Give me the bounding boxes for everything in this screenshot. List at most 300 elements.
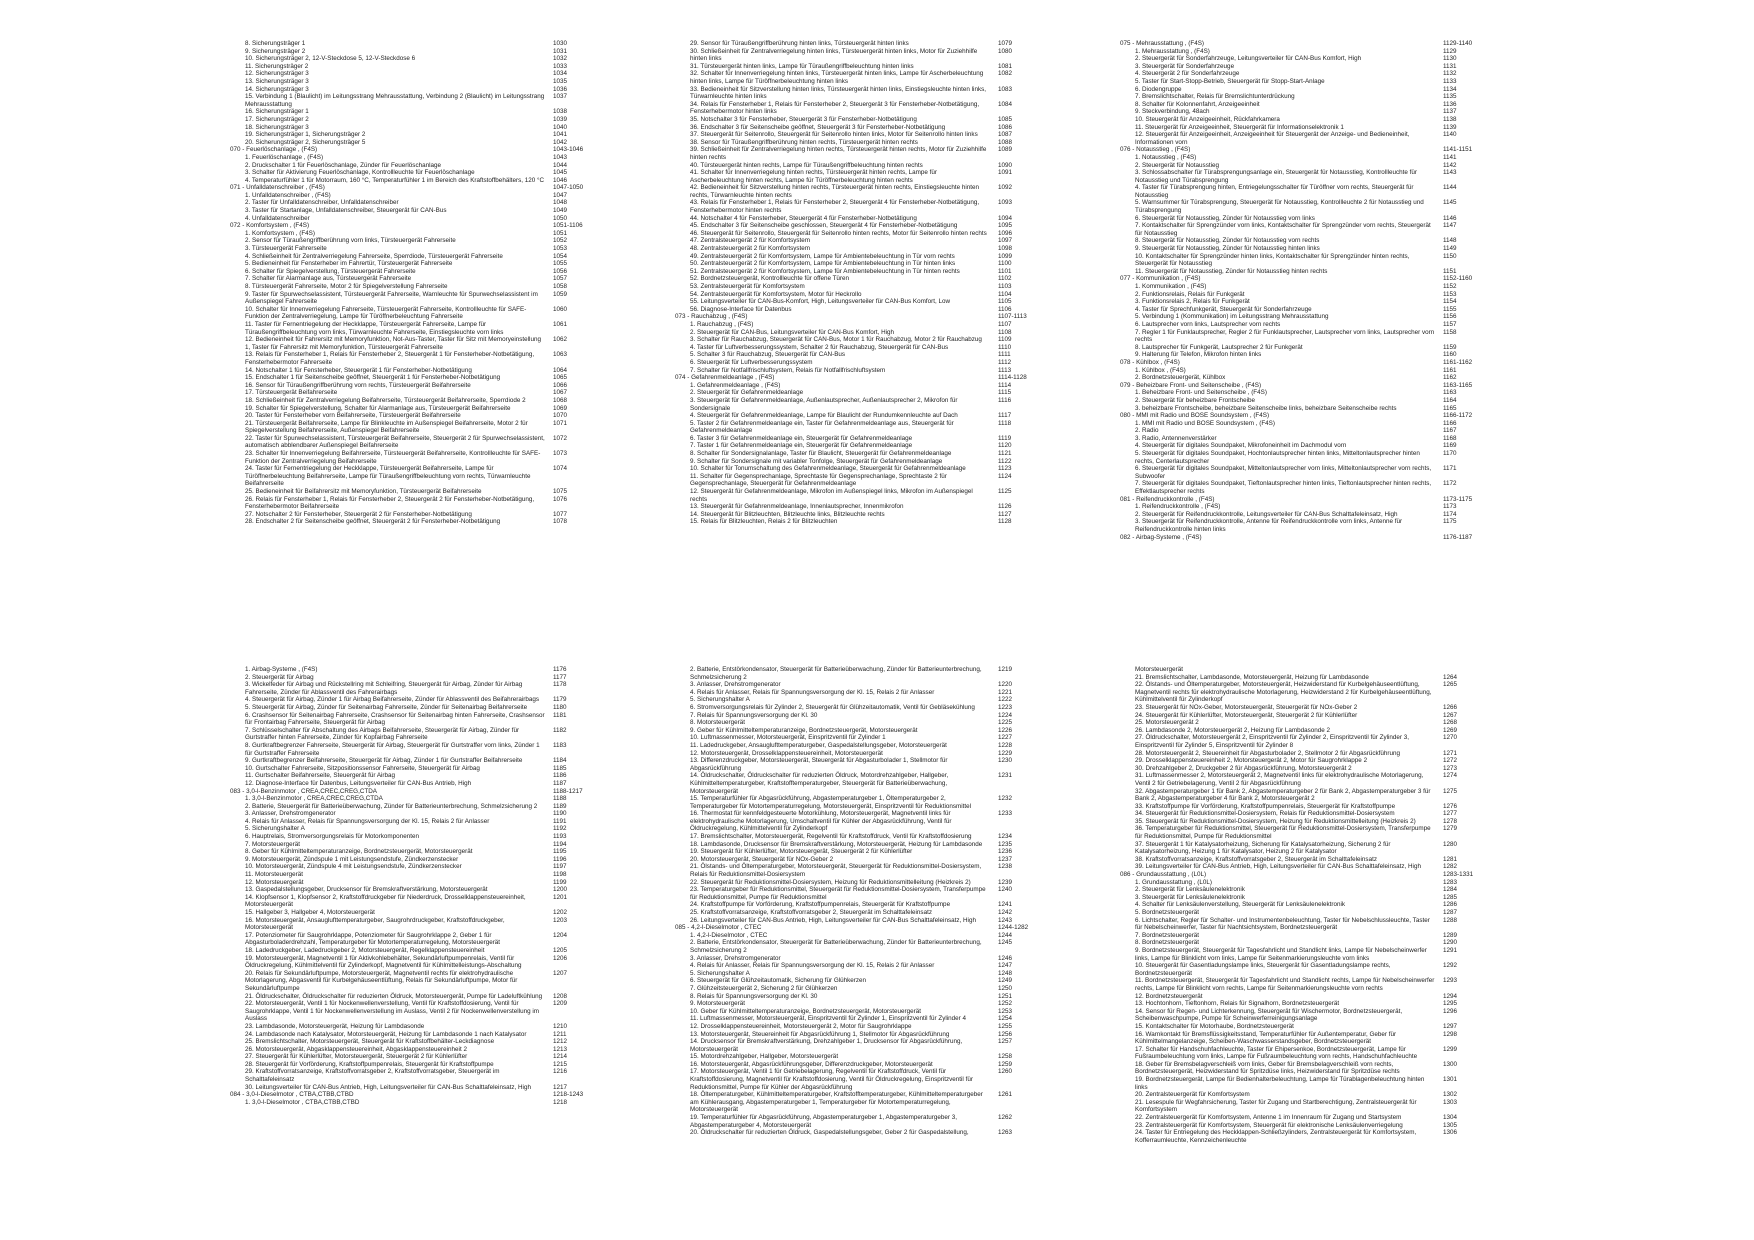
toc-entry-title: 2. Steuergerät für Airbag [245,673,314,681]
toc-entry [1135,917,1505,932]
toc-entry-title: 3. Anlasser, Drehstromgenerator [690,681,781,689]
toc-page-number: 1196 [553,855,567,863]
toc-page-number: 1300 [1443,1060,1458,1068]
toc-entry-title: 23. Schalter für Innenverriegelung Beifahrerseite, Türsteuergerät Beifahrerseite, Kontrollleuchte für SAFE-Funktion der Zentralverriegelung Beifahrerseite [245,450,541,465]
toc-page-number: 1165 [1443,404,1457,412]
toc-page-number: 1056 [553,267,568,275]
toc-entry-title: 28. Endschalter 2 für Seitenscheibe geöffnet, Steuergerät 2 für Fensterheber-Notbetätigung [245,518,501,526]
toc-page-number: 1159 [1443,343,1457,351]
toc-entry [1135,750,1505,758]
toc-page-number: 1075 [553,488,568,496]
toc-entry-title: 55. Leitungsverteiler für CAN-Bus-Komfort, High, Leitungsverteiler für CAN-Bus Komfort, Low [690,298,951,306]
toc-entry-title: 4. Steuergerät für digitales Soundpaket, Mikrofoneinheit im Dachmodul vorn [1135,442,1347,450]
toc-entry [245,374,615,382]
toc-page-number: 1057 [553,275,568,283]
toc-entry [1135,503,1505,511]
toc-entry [690,283,1060,291]
toc-entry [245,894,615,909]
toc-entry-title: 1. Beheizbare Front- und Seitenscheibe , (F4S) [1135,389,1267,397]
toc-entry [690,116,1060,124]
toc-entry [1135,116,1505,124]
toc-entry [1135,856,1505,864]
toc-entry-title: 26. Relais für Fensterheber 1, Relais für Fensterheber 2, Steuergerät 2 für Fensterheber-Notbetätigung, Fensterhebermotor Beifahrerseite [245,495,535,511]
toc-section-heading [1120,381,1505,390]
toc-entry-title: 18. Lambdasonde, Drucksensor für Bremskraftverstärkung, Motorsteuergerät, Heizung für Lambdasonde [690,840,983,848]
toc-entry [690,689,1060,697]
toc-entry-title: 49. Zentralsteuergerät 2 für Komfortsystem, Lampe für Ambientebeleuchtung in Tür vorn rechts [690,252,955,260]
toc-page-number: 1166-1172 [1443,412,1473,420]
toc-entry [245,237,615,245]
toc-entry-title: 9. Gurtkraftbegrenzer Beifahrerseite, Steuergerät für Airbag, Zünder 1 für Gurtstraffer Beifahrerseite [245,757,523,765]
toc-entry-title: 27. Öldruckschalter, Motorsteuergerät 2, Einspritzventil für Zylinder 2, Einspritzventil für Zylinder 3, Einspritzventil für Zylinder 5, Einspritzventil für Zylinder 8 [1135,734,1410,749]
toc-entry-title: 070 - Feuerlöschanlage , (F4S) [230,146,318,154]
toc-entry [1135,268,1505,276]
toc-entry [690,465,1060,473]
toc-column-top-middle [675,40,1060,526]
toc-entry-title: 23. Zentralsteuergerät für Komfortsystem, Steuergerät für elektronische Lenksäulenverriegelung [1135,1121,1403,1129]
toc-entry [690,886,1060,901]
toc-entry-title: 5. Sicherungshalter A [690,969,750,977]
toc-entry-title: 18. Öltemperaturgeber, Kühlmitteltemperaturgeber, Kraftstofftemperaturgeber, Kühlmitteltemperaturgeber am Kühlerausgang, Abgastemperaturgeber 1, Temperaturgeber für Motortemperaturregelung, Motorsteuergerät [690,1091,983,1114]
toc-page-number: 1267 [1443,711,1458,719]
toc-entry [245,306,615,321]
toc-page-number: 1113 [998,366,1012,374]
toc-entry [1135,351,1505,359]
toc-page-number: 1253 [998,1007,1013,1015]
toc-entry-title: 2. Batterie, Steuergerät für Batterieüberwachung, Zünder für Batterieunterbrechung, Schmelzsicherung 2 [245,802,538,810]
toc-entry [245,803,615,811]
toc-entry-title: 2. Batterie, Entstörkondensator, Steuergerät für Batterieüberwachung, Zünder für Batterieunterbrechung, Schmelzsicherung 2 [690,666,982,681]
toc-entry [245,871,615,879]
toc-entry [245,795,615,803]
toc-entry [690,503,1060,511]
toc-page-number: 1108 [998,328,1012,336]
toc-entry [245,704,615,712]
toc-page-number: 1173-1175 [1443,495,1473,503]
toc-page-number: 1297 [1443,1022,1458,1030]
toc-entry [690,275,1060,283]
toc-page-number: 1086 [998,123,1013,131]
toc-page-number: 1130 [1443,55,1457,63]
toc-page-number: 1192 [553,825,567,833]
toc-page-number: 1226 [998,726,1013,734]
toc-page-number: 1203 [553,916,568,924]
toc-entry-title: 1. Kommunikation , (F4S) [1135,283,1207,290]
toc-entry-title: 37. Steuergerät für Seitenrollo, Steuergerät für Seitenrollo hinten links, Motor für Seitenrollo hinten links [690,131,978,139]
toc-entry [1135,480,1505,495]
toc-page-number: 1166 [1443,419,1457,427]
toc-entry [690,359,1060,367]
toc-entry-title: 3. Steuergerät für Sonderfahrzeuge [1135,62,1235,70]
toc-section-heading [675,924,1060,932]
toc-page-number: 1277 [1443,810,1458,818]
toc-page-number: 1217 [553,1083,568,1091]
toc-page-number: 1247 [998,962,1013,970]
toc-entry-title: 14. Öldruckschalter, Öldruckschalter für reduzierten Öldruck, Motordrehzahlgeber, Hallgeber, Kühlmitteltemperaturgeber, Kraftstofftemperaturgeber, Steuergerät für Batterieüberwachung, Motorsteuergerät [690,772,949,795]
toc-entry-title: 21. Bremslichtschalter, Lambdasonde, Motorsteuergerät, Heizung für Lambdasonde [1135,673,1369,681]
toc-entry [245,199,615,207]
toc-entry-title: 33. Bedieneinheit für Sitzverstellung hinten links, Türsteuergerät hinten links, Einstiegsleuchte hinten links, Türwarnleuchte hinten links [690,85,987,101]
toc-page-number: 1302 [1443,1091,1458,1099]
toc-entry-title: 6. Diodengruppe [1135,85,1182,93]
toc-entry-title: 10. Luftmassenmesser, Motorsteuergerät, Einspritzventil für Zylinder 1 [690,734,886,742]
toc-page-number: 1154 [1443,298,1457,306]
toc-entry [245,192,615,200]
toc-page-number: 1266 [1443,703,1458,711]
toc-page-number: 1158 [1443,328,1457,336]
toc-entry-title: 075 - Mehrausstattung , (F4S) [1120,40,1204,47]
toc-page-number: 1042 [553,138,568,146]
toc-page-number: 1157 [1443,320,1457,328]
toc-entry-title: 8. Geber für Kühlmitteltemperaturanzeige, Bordnetzsteuergerät, Motorsteuergerät [245,848,473,856]
toc-entry-title: 5. Sicherungshalter A [690,696,750,704]
toc-entry-title: 078 - Kühlbox , (F4S) [1120,358,1180,366]
toc-entry-title: 25. Motorsteuergerät 2 [1135,719,1199,727]
toc-entry [245,321,615,336]
toc-entry [1135,704,1505,712]
toc-entry-title: 7. Taster 1 für Gefahrenmeldeanlage ein, Steuergerät für Gefahrenmeldeanlage [690,442,913,450]
toc-page-number: 1205 [553,946,568,954]
toc-page-number: 1185 [553,764,567,772]
toc-page-number: 1242 [998,909,1013,916]
toc-entry-title: 9. Steuergerät für Notausstieg, Zünder für Notausstieg hinten links [1135,245,1320,253]
toc-entry [1135,879,1505,887]
toc-entry [245,1031,615,1039]
toc-entry-title: 5. Warnsummer für Türabsprengung, Steuergerät für Notausstieg, Kontrollleuchte 2 für Notausstieg und Türabsprengung [1135,199,1424,215]
toc-entry [245,932,615,947]
toc-entry [245,450,615,465]
toc-entry [690,939,1060,954]
toc-entry [690,742,1060,750]
toc-page-number: 1246 [998,954,1013,962]
toc-entry-title: 4. Relais für Anlasser, Relais für Spannungsversorgung der Kl. 15, Relais 2 für Anlasser [690,688,935,696]
toc-entry-title: 085 - 4,2-l-Dieselmotor , CTEC [675,924,762,932]
toc-entry [690,1008,1060,1016]
toc-page-number: 1265 [1443,681,1458,689]
toc-entry [1135,947,1505,962]
toc-page-number: 1077 [553,510,568,518]
toc-entry [690,237,1060,245]
toc-entry-title: 16. Warnkontakt für Bremsflüssigkeitsstand, Temperaturfühler für Außentemperatur, Geber für Kühlmittelmangelanzeige, Scheiben-Waschwasserstandsgeber, Bordnetzsteuergerät [1135,1030,1397,1046]
toc-page-number: 1054 [553,252,568,260]
toc-entry [1135,810,1505,818]
toc-page-number: 1284 [1443,886,1458,894]
toc-entry-title: 30. Drehzahlgeber 2, Druckgeber 2 für Abgasrückführung, Motorsteuergerät 2 [1135,764,1352,772]
toc-entry-title: 30. Schließeinheit für Zentralverriegelung hinten links, Türsteuergerät hinten links, Motor für Zuziehhilfe hinten links [690,47,978,63]
toc-entry-title: 9. Schalter für Sondersignale mit variabler Tonfolge, Steuergerät für Gefahrenmeldeanlage [690,457,943,465]
toc-page-number: 1193 [553,833,567,841]
toc-page-number: 1083 [998,85,1013,93]
toc-entry [690,1015,1060,1023]
toc-page-number: 1175 [1443,518,1457,526]
toc-page-number: 1111 [998,351,1011,359]
toc-page-number: 1078 [553,518,568,526]
toc-entry-title: 10. Gurtschalter Fahrerseite, Sitzpositionssensor Fahrerseite, Steuergerät für Airbag [245,764,480,772]
toc-entry-title: 071 - Unfalldatenschreiber , (F4S) [230,184,325,192]
toc-page-number: 1064 [553,366,568,374]
toc-entry-title: 3. Steuergerät für Reifendruckkontrolle, Antenne für Reifendruckkontrolle vorn links, Antenne für Reifendruckkontrolle hinten links [1135,518,1403,533]
toc-entry-title: 6. Taster 3 für Gefahrenmeldeanlage ein, Steuergerät für Gefahrenmeldeanlage [690,434,913,442]
toc-entry-title: 22. Zentralsteuergerät für Komfortsystem, Antenne 1 im Innenraum für Zugang und Startsystem [1135,1114,1402,1122]
toc-entry [1135,993,1505,1001]
toc-page-number: 1287 [1443,909,1458,916]
toc-entry-title: 12. Diagnose-Interface für Datenbus, Leitungsverteiler für CAN-Bus Antrieb, High [245,779,472,787]
toc-entry-title: 12. Motorsteuergerät [245,878,304,886]
toc-page-number: 1104 [998,290,1012,298]
toc-page-number: 1281 [1443,855,1458,863]
toc-entry [1135,374,1505,382]
toc-entry-title: 1. Mehrausstattung , (F4S) [1135,47,1210,55]
toc-entry [1135,962,1505,977]
toc-entry-title: 27. Notschalter 2 für Fensterheber, Steuergerät 2 für Fensterheber-Notbetätigung [245,510,472,518]
toc-entry [1135,93,1505,101]
toc-entry [245,260,615,268]
toc-page-number: 1097 [998,237,1013,245]
toc-page-number: 1211 [553,1030,567,1038]
toc-page-number: 1254 [998,1015,1013,1023]
toc-entry-title: 081 - Reifendruckkontrolle , (F4S) [1120,495,1215,503]
toc-page-number: 1074 [553,465,568,473]
toc-section-heading [1120,275,1505,283]
toc-column-bottom-left [230,666,615,1106]
toc-page-number: 1072 [553,434,568,442]
toc-page-number: 1160 [1443,351,1457,359]
toc-entry-title: 7. Schlüsselschalter für Abschaltung des Airbags Beifahrerseite, Steuergerät für Airbag, Zünder für Gurtstraffer hinten Fahrerseite, Zünder für Kopfairbag Fahrerseite [245,726,520,742]
toc-entry-title: 9. Steckverbindung, 48ach [1135,108,1210,116]
toc-entry [245,727,615,742]
toc-entry [690,298,1060,306]
toc-entry [690,382,1060,390]
toc-entry [690,222,1060,230]
toc-page-number: 1248 [998,969,1013,977]
toc-entry [690,863,1060,878]
toc-entry [690,351,1060,359]
toc-entry-title: 077 - Kommunikation , (F4S) [1120,275,1201,283]
toc-page-number: 1093 [998,199,1013,207]
toc-entry-title: 13. Sicherungsträger 3 [245,77,309,85]
toc-entry [690,993,1060,1001]
toc-entry [1135,306,1505,314]
toc-entry [690,734,1060,742]
toc-page-number: 1139 [1443,123,1457,131]
toc-entry-title: 20. Öldruckschalter für reduzierten Öldruck, Gaspedalstellungsgeber, Geber 2 für Gaspedalstellung, [690,1129,969,1137]
toc-entry [690,48,1060,63]
toc-page-number: 1188-1217 [553,787,583,795]
toc-page-number: 1151 [1443,267,1457,275]
toc-page-number: 1223 [998,703,1013,711]
toc-page-number: 1052 [553,237,568,245]
toc-entry-title: 4. Relais für Anlasser, Relais für Spannungsversorgung der Kl. 15, Relais 2 für Anlasser [245,817,490,825]
toc-entry-title: 7. Bordnetzsteuergerät [1135,931,1200,939]
toc-entry-title: 38. Sensor für Türaußengriffberührung hinten rechts, Türsteuergerät hinten rechts [690,138,918,146]
toc-entry [1135,909,1505,917]
toc-page-number: 1043-1046 [553,146,584,154]
toc-entry-title: 076 - Notausstieg , (F4S) [1120,146,1191,154]
toc-page-number: 1118 [998,419,1012,427]
toc-page-number: 1285 [1443,893,1458,901]
toc-entry [245,55,615,63]
toc-page-number: 1145 [1443,199,1457,207]
toc-page-number: 1150 [1443,252,1457,260]
toc-page-number: 1060 [553,305,568,313]
toc-entry [245,696,615,704]
toc-entry-title: 47. Zentralsteuergerät 2 für Komfortsystem [690,237,811,245]
toc-entry-title: 10. Schalter für Innenverriegelung Fahrerseite, Türsteuergerät Fahrerseite, Kontrollleuchte für SAFE-Funktion der Zentralverriegelung, Lampe für Türöffnerbeleuchtung Fahrerseite [245,305,527,321]
toc-entry-title: 24. Kraftstoffpumpe für Vorförderung, Kraftstoffpumpenrelais, Steuergerät für Kraftstoffpumpe [690,901,951,909]
toc-entry-title: 48. Zentralsteuergerät 2 für Komfortsystem [690,245,811,253]
toc-entry [1135,222,1505,237]
toc-entry-title: 18. Sicherungsträger 3 [245,123,309,131]
toc-entry-title: 5. Sicherungshalter A [245,825,305,833]
toc-entry [245,40,615,48]
toc-page-number: 1195 [553,848,567,856]
toc-entry-title: 13. Motorsteuergerät, Steuereinheit für Abgasrückführung 1, Stellmotor für Abgasrückführung [690,1030,950,1038]
toc-page-number: 1290 [1443,939,1458,947]
toc-page-number: 1292 [1443,962,1458,970]
toc-entry-title: 21. Öldruckschalter, Öldruckschalter für reduzierten Öldruck, Motorsteuergerät, Pumpe für Ladeluftkühlung [245,992,543,1000]
toc-entry [690,833,1060,841]
toc-page-number: 1279 [1443,825,1458,833]
toc-page-number: 1030 [553,40,568,47]
toc-entry-title: 14. Sicherungsträger 3 [245,85,309,93]
toc-entry [690,727,1060,735]
toc-entry [245,810,615,818]
toc-entry-title: 29. Kraftstoffvorratsanzeige, Kraftstoffvorratsgeber 2, Kraftstoffvorratsgeber, Steuergerät im Schalttafeleinsatz [245,1068,500,1084]
toc-entry [690,442,1060,450]
toc-entry [1135,131,1505,146]
toc-page-number: 1176 [553,666,567,673]
toc-section-heading [675,313,1060,321]
toc-entry [1135,199,1505,214]
toc-entry [690,901,1060,909]
toc-entry-title: 2. Steuergerät für CAN-Bus, Leitungsverteiler für CAN-Bus Komfort, High [690,328,895,336]
toc-page-number: 1219 [998,666,1013,673]
toc-entry [245,848,615,856]
toc-entry [245,154,615,162]
toc-entry-title: 15. Kontaktschalter für Motorhaube, Bordnetzsteuergerät [1135,1022,1294,1030]
toc-entry-title: 2. Druckschalter 1 für Feuerlöschanlage, Zünder für Feuerlöschanlage [245,161,442,169]
toc-entry-title: 3. beheizbare Frontscheibe, beheizbare Seitenscheibe links, beheizbare Seitenscheibe rechts [1135,404,1397,412]
toc-entry [1135,313,1505,321]
toc-entry-title: 3. Steuergerät für Gefahrenmeldeanlage, Außenlautsprecher, Außenlautsprecher 2, Mikrofon für Sondersignale [690,396,958,412]
toc-page-number: 1119 [998,434,1012,442]
toc-entry-title: 7. Kontaktschalter für Sprengzünder vorn links, Kontaktschalter für Sprengzünder vorn rechts, Steuergerät für Notausstieg [1135,222,1431,237]
toc-entry-title: 2. Steuergerät für Gefahrenmeldeanlage [690,389,804,397]
toc-page-number: 1208 [553,992,568,1000]
toc-entry-title: 1. Rauchabzug , (F4S) [690,320,754,328]
toc-entry-title: 1. Kühlbox , (F4S) [1135,366,1186,374]
toc-page-number: 1066 [553,381,568,389]
toc-entry [1135,86,1505,94]
toc-entry-title: 6. Crashsensor für Seitenairbag Fahrerseite, Crashsensor für Seitenairbag hinten Fahrerseite, Crashsensor für Frontairbag Fahrerseite, Steuergerät für Airbag [245,711,545,727]
toc-page-number: 1059 [553,290,568,298]
toc-entry-title: 1. Reifendruckkontrolle , (F4S) [1135,503,1221,511]
toc-page-number: 1089 [998,146,1013,154]
toc-entry-title: 15. Endschalter 1 für Seitenscheibe geöffnet, Steuergerät 1 für Fensterheber-Notbetätigung [245,374,501,382]
toc-entry-title: 33. Kraftstoffpumpe für Vorförderung, Kraftstoffpumpenrelais, Steuergerät für Kraftstoffpumpe [1135,802,1396,810]
toc-entry [1135,1023,1505,1031]
toc-page-number: 1133 [1443,77,1457,85]
toc-entry [1135,154,1505,162]
toc-entry [245,955,615,970]
toc-page-number: 1212 [553,1038,568,1046]
toc-page-number: 1071 [553,419,568,427]
toc-page-number: 1134 [1443,85,1457,93]
toc-entry [690,86,1060,101]
toc-entry-title: 21. Lesespule für Wegfahrsicherung, Taster für Zugang und Startberechtigung, Zentralsteuergerät für Komfortsystem [1135,1098,1417,1114]
toc-entry-title: 52. Bordnetzsteuergerät, Kontrollleuchte für offene Türen [690,275,850,283]
toc-page-number: 1299 [1443,1045,1458,1053]
toc-page-number: 1274 [1443,772,1458,780]
toc-page-number: 1306 [1443,1129,1458,1137]
toc-entry [690,712,1060,720]
toc-page-number: 1087 [998,131,1013,139]
toc-entry-title: 4. Steuergerät 2 für Sonderfahrzeuge [1135,70,1240,78]
toc-entry [690,450,1060,458]
toc-page-number: 1259 [998,1060,1013,1068]
toc-entry [245,351,615,366]
toc-entry [690,139,1060,147]
toc-entry [245,465,615,488]
toc-entry-title: 18. Ladedruckgeber, Ladedruckgeber 2, Motorsteuergerät, Regelklappensteuereinheit [245,946,485,954]
toc-entry [690,101,1060,116]
toc-entry [245,511,615,519]
toc-entry [690,40,1060,48]
toc-entry-title: 32. Schalter für Innenverriegelung hinten links, Türsteuergerät hinten links, Lampe für Ascherbeleuchtung hinten links, Lampe für Türöffnerbeleuchtung hinten links [690,70,984,85]
toc-entry-title: 12. Steuergerät für Gefahrenmeldeanlage, Mikrofon im Außenspiegel links, Mikrofon im Außenspiegel rechts [690,488,973,503]
toc-entry [1135,757,1505,765]
toc-entry [245,841,615,849]
toc-entry [245,420,615,435]
toc-page-number: 1043 [553,153,568,161]
toc-page-number: 1303 [1443,1098,1458,1106]
toc-entry [1135,48,1505,56]
toc-entry [245,1068,615,1083]
toc-entry [1135,184,1505,199]
toc-page-number: 1053 [553,245,568,253]
toc-page-number: 1187 [553,779,567,787]
toc-entry-title: 8. Relais für Spannungsversorgung der Kl. 30 [690,992,818,1000]
toc-entry [1135,329,1505,344]
toc-entry-title: 29. Drosselklappensteuereinheit 2, Motorsteuergerät 2, Motor für Saugrohrklappe 2 [1135,757,1368,765]
toc-entry [690,750,1060,758]
toc-page-number: 1102 [998,275,1012,283]
toc-column-bottom-right [1120,666,1505,1144]
toc-page-number: 1293 [1443,977,1458,985]
toc-entry [1135,901,1505,909]
toc-page-number: 1055 [553,260,568,268]
toc-entry [690,719,1060,727]
toc-entry-title: 5. Schalter 3 für Rauchabzug, Steuergerät für CAN-Bus [690,351,846,359]
toc-entry-title: 20. Sicherungsträger 2, Sicherungsträger 5 [245,138,366,146]
toc-entry-title: 8. Türsteuergerät Fahrerseite, Motor 2 für Spiegelverstellung Fahrerseite [245,283,448,290]
toc-entry-title: 22. Motorsteuergerät, Ventil 1 für Nockenwellenverstellung, Ventil für Kraftstoffdosierung, Ventil für Saugrohrklappe, Ventil 1 für Nockenwellenverstellung im Auslass, Ventil 2 für Nockenwellenverstellung im Auslass [245,1000,540,1023]
toc-page-number: 1070 [553,412,568,420]
toc-entry-title: 24. Steuergerät für Kühlerlüfter, Motorsteuergerät, Steuergerät 2 für Kühlerlüfter [1135,711,1358,719]
toc-entry-title: 31. Türsteuergerät hinten links, Lampe für Türaußengriffbeleuchtung hinten links [690,62,914,70]
toc-page-number: 1127 [998,510,1012,518]
toc-entry [690,473,1060,488]
toc-entry-title: 40. Türsteuergerät hinten rechts, Lampe für Türaußengriffbeleuchtung hinten rechts [690,161,923,169]
toc-entry-title: 37. Steuergerät 1 für Katalysatorheizung, Sicherung für Katalysatorheizung, Sicherung 2 für Katalysatorheizung, Heizung 1 für Katalysator, Heizung 2 für Katalysator [1135,840,1391,856]
toc-page-number: 1289 [1443,931,1458,939]
toc-page-number: 1222 [998,696,1013,704]
toc-page-number: 1273 [1443,764,1458,772]
toc-entry [245,1046,615,1054]
toc-entry [1135,108,1505,116]
toc-page-number: 1252 [998,1000,1013,1008]
toc-entry-title: 11. Gurtschalter Beifahrerseite, Steuergerät für Airbag [245,772,396,780]
